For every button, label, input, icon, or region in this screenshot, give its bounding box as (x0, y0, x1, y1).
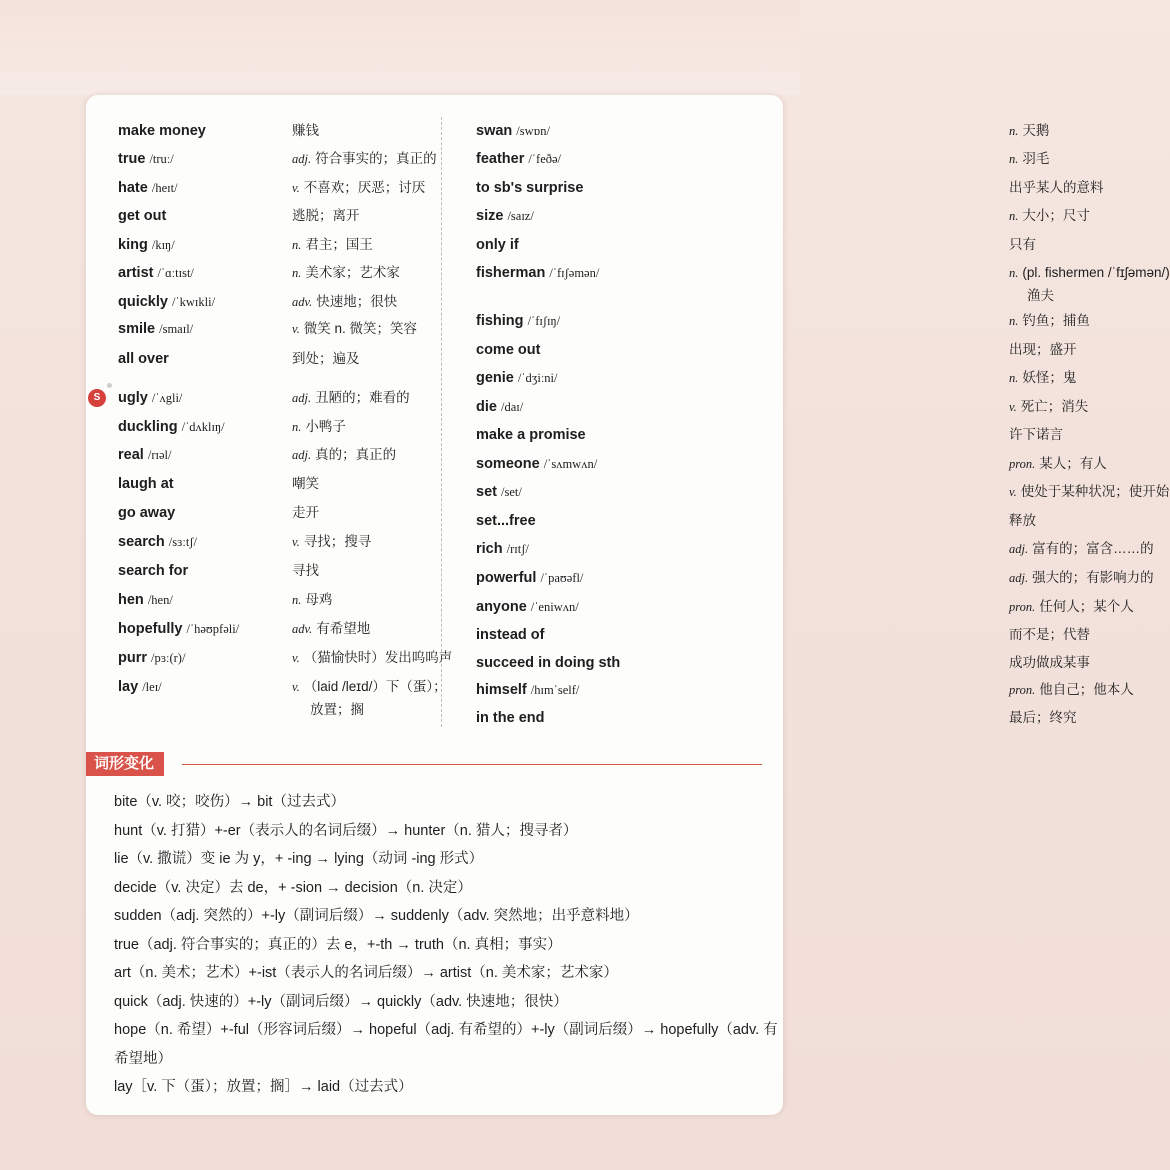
phonetic: /leɪ/ (142, 680, 162, 694)
vocab-meaning (292, 617, 370, 641)
phonetic: /ˈɑːtɪst/ (157, 266, 194, 280)
word-text: laugh at (118, 476, 174, 492)
vocab-word (118, 290, 215, 314)
vocab-meaning (1009, 119, 1049, 143)
meaning-text: 任何人；某个人 (1039, 599, 1134, 614)
part-of-speech: adj. (292, 152, 312, 166)
word-text: rich (476, 541, 503, 557)
meaning-text: 天鹅 (1022, 123, 1050, 138)
word-form-line: hunt（v. 打猎）+-er（表示人的名词后缀）→ hunter（n. 猎人；搜寻者） (114, 822, 578, 839)
meaning-text: 符合事实的；真正的 (315, 151, 437, 166)
word-text: size (476, 208, 504, 224)
meaning-text: 寻找 (292, 563, 319, 578)
vocab-word (476, 395, 523, 419)
vocab-word (476, 119, 550, 143)
vocab-meaning (292, 530, 371, 554)
meaning-text: 死亡；消失 (1020, 399, 1089, 414)
part-of-speech: n. (1009, 371, 1019, 385)
word-text: genie (476, 370, 514, 386)
meaning-text: 丑陋的；难看的 (315, 390, 410, 405)
vocab-word (476, 233, 519, 257)
vocab-meaning (1009, 623, 1090, 647)
meaning-text: 美术家；艺术家 (305, 265, 400, 280)
word-form-line: lay［v. 下（蛋）；放置；搁］→ laid（过去式） (114, 1079, 413, 1095)
word-text: lay (118, 679, 139, 695)
meaning-text: 快速地；很快 (316, 294, 398, 309)
part-of-speech: adj. (1009, 571, 1029, 585)
vocab-word (476, 423, 586, 447)
phonetic: /ˈkwɪkli/ (172, 295, 216, 309)
vocab-word (118, 347, 169, 371)
meaning-text: 寻找；搜寻 (303, 534, 372, 549)
vocab-meaning (1009, 366, 1076, 390)
word-text: quickly (118, 294, 168, 310)
word-text: real (118, 447, 144, 463)
vocab-word (476, 537, 529, 561)
phonetic: /rɪəl/ (147, 448, 172, 462)
word-form-line: true（adj. 符合事实的；真正的）去 e，+-th → truth（n. 真相；事实） (114, 936, 562, 953)
vocab-meaning (292, 261, 400, 285)
meaning-text: 他自己；他本人 (1039, 682, 1134, 697)
word-form-line: bite（v. 咬；咬伤）→ bit（过去式） (114, 794, 345, 810)
phonetic: /ˈdʒiːni/ (517, 371, 558, 385)
meaning-text: 母鸡 (305, 592, 333, 607)
word-text: powerful (476, 570, 537, 586)
meaning-text: 只有 (1009, 237, 1036, 252)
vocab-word (476, 509, 536, 533)
meaning-text: 走开 (292, 505, 319, 520)
vocab-meaning (292, 119, 319, 143)
vocab-word (476, 261, 599, 285)
vocab-meaning (1009, 423, 1063, 447)
vocab-word (476, 651, 620, 675)
meaning-text: 出乎某人的意料 (1009, 180, 1104, 195)
vocab-meaning (292, 204, 360, 228)
meaning-text: 嘲笑 (292, 476, 319, 491)
vocab-meaning (292, 415, 346, 439)
vocab-word (118, 443, 171, 467)
vocab-meaning (292, 646, 452, 670)
vocab-meaning (292, 290, 397, 314)
meaning-text: 有希望地 (316, 621, 371, 636)
vocab-word (476, 452, 597, 476)
meaning-text: 赚钱 (292, 123, 319, 138)
vocab-word (476, 338, 540, 362)
meaning-text: 使处于某种状况；使开始 (1020, 484, 1170, 499)
word-text: himself (476, 682, 527, 698)
meaning-text: 出现；盛开 (1009, 342, 1077, 357)
part-of-speech: n. (1009, 124, 1019, 138)
vocab-meaning (1009, 309, 1090, 333)
word-text: go away (118, 505, 176, 521)
word-text: search for (118, 563, 189, 579)
meaning-text: 微笑 n. 微笑；笑容 (303, 321, 418, 336)
word-forms-header (86, 752, 783, 778)
vocab-meaning (1009, 176, 1104, 200)
column-divider (441, 117, 442, 727)
vocab-word (476, 678, 579, 702)
part-of-speech: v. (292, 322, 300, 336)
vocab-word (118, 386, 182, 410)
vocab-word (118, 588, 173, 612)
vocab-word (118, 176, 178, 200)
meaning-text: （猫愉快时）发出呜呜声 (303, 650, 453, 665)
vocab-word (476, 147, 561, 171)
phonetic: /ˈfɪʃəmən/ (549, 266, 600, 280)
vocab-word (118, 559, 188, 583)
phonetic: /hen/ (147, 593, 173, 607)
vocab-meaning (1009, 651, 1090, 675)
word-text: come out (476, 342, 541, 358)
section-title: 词形变化 (86, 752, 164, 776)
vocab-meaning (1009, 204, 1090, 228)
phonetic: /sɜːtʃ/ (168, 535, 197, 549)
phonetic: /saɪz/ (507, 209, 534, 223)
word-text: die (476, 399, 497, 415)
word-text: set...free (476, 513, 536, 529)
vocab-word (476, 595, 579, 619)
vocab-meaning (1009, 566, 1154, 590)
part-of-speech: n. (292, 266, 302, 280)
word-text: hate (118, 180, 148, 196)
phonetic: /ˈeniwʌn/ (530, 600, 579, 614)
vocab-meaning (292, 588, 332, 612)
vocab-word (476, 366, 557, 390)
vocab-meaning (1009, 452, 1107, 476)
phonetic: /daɪ/ (500, 400, 524, 414)
word-text: succeed in doing sth (476, 655, 621, 671)
vocab-word (476, 706, 544, 730)
word-text: ugly (118, 390, 148, 406)
meaning-text: 妖怪；鬼 (1022, 370, 1077, 385)
vocab-meaning (292, 443, 396, 467)
vocab-word (118, 472, 174, 496)
vocab-meaning (292, 347, 360, 371)
phonetic: /pɜː(r)/ (151, 651, 186, 665)
vocab-meaning (292, 675, 447, 721)
phonetic: /ˈdʌklɪŋ/ (181, 420, 225, 434)
phonetic: /set/ (501, 485, 522, 499)
word-form-line: decide（v. 决定）去 de，+ -sion → decision（n. 决定） (114, 879, 472, 896)
vocab-word (476, 204, 534, 228)
meaning-text: 钓鱼；捕鱼 (1022, 313, 1090, 328)
word-form-line: sudden（adj. 突然的）+-ly（副词后缀）→ suddenly（adv. 突然地；出乎意料地） (114, 908, 639, 924)
word-form-line: hope（n. 希望）+-ful（形容词后缀）→ hopeful（adj. 有希望的）+-ly（副词后缀）→ hopefully（adv. 有 (114, 1022, 778, 1038)
meaning-text: 真的；真正的 (315, 447, 397, 462)
meaning-text: 小鸭子 (305, 419, 346, 434)
vocab-meaning (1009, 480, 1169, 504)
vocab-word (118, 617, 239, 641)
word-text: set (476, 484, 497, 500)
meaning-text: 不喜欢；厌恶；讨厌 (303, 180, 426, 195)
vocab-meaning (1009, 147, 1049, 171)
part-of-speech: pron. (1009, 600, 1036, 614)
word-form-line: art（n. 美术；艺术）+-ist（表示人的名词后缀）→ artist（n. 美术家；艺术家） (114, 965, 618, 981)
word-text: someone (476, 456, 540, 472)
vocab-meaning (1009, 233, 1036, 257)
meaning-continuation: 渔夫 (1027, 288, 1054, 303)
word-text: duckling (118, 419, 178, 435)
vocab-meaning (292, 317, 417, 341)
meaning-text: 富有的；富含……的 (1032, 541, 1154, 556)
word-text: swan (476, 123, 513, 139)
meaning-text: 某人；有人 (1039, 456, 1107, 471)
vocab-meaning (1009, 706, 1077, 730)
vocab-meaning (292, 147, 437, 171)
word-text: fisherman (476, 265, 546, 281)
part-of-speech: v. (292, 535, 300, 549)
phonetic: /ˈsʌmwʌn/ (543, 457, 598, 471)
vocab-word (476, 309, 560, 333)
part-of-speech: n. (292, 238, 302, 252)
meaning-text: 大小；尺寸 (1022, 208, 1090, 223)
word-text: hopefully (118, 621, 183, 637)
vocab-meaning (292, 472, 319, 496)
word-text: make money (118, 123, 206, 139)
vocab-meaning (1009, 338, 1077, 362)
vocab-word (118, 675, 162, 699)
part-of-speech: adj. (1009, 542, 1029, 556)
part-of-speech: adv. (292, 295, 313, 309)
word-forms-list (114, 788, 778, 1102)
vocab-meaning (1009, 595, 1134, 619)
vocab-meaning (1009, 395, 1088, 419)
word-form-line: lie（v. 撒谎）变 ie 为 y，+ -ing → lying（动词 -ing 形式） (114, 851, 484, 867)
badge-dot (107, 383, 112, 388)
vocab-meaning (1009, 509, 1036, 533)
vocab-meaning (292, 176, 425, 200)
vocabulary-list (86, 95, 1170, 735)
meaning-text: 最后；终究 (1009, 710, 1077, 725)
section-rule (182, 764, 762, 765)
vocab-meaning (292, 559, 319, 583)
vocab-word (118, 317, 193, 341)
phonetic: /ˈʌgli/ (151, 391, 183, 405)
word-text: king (118, 237, 148, 253)
part-of-speech: adj. (292, 391, 312, 405)
part-of-speech: v. (292, 651, 300, 665)
vocab-word (118, 415, 225, 439)
word-form-line: 希望地） (114, 1050, 172, 1067)
vocab-word (118, 147, 174, 171)
part-of-speech: v. (292, 181, 300, 195)
vocab-meaning (292, 233, 373, 257)
part-of-speech: v. (1009, 400, 1017, 414)
meaning-text: 君主；国王 (305, 237, 373, 252)
vocab-meaning (292, 501, 319, 525)
vocab-word (476, 480, 522, 504)
word-text: fishing (476, 313, 524, 329)
part-of-speech: v. (1009, 485, 1017, 499)
phonetic: /hɪmˈself/ (530, 683, 580, 697)
vocab-meaning (1009, 537, 1154, 561)
part-of-speech: n. (1009, 314, 1019, 328)
word-text: only if (476, 237, 519, 253)
vocab-word (118, 233, 175, 257)
vocab-meaning (1009, 678, 1134, 702)
vocab-meaning (1009, 261, 1170, 307)
vocab-word (476, 623, 544, 647)
part-of-speech: n. (1009, 152, 1019, 166)
word-text: all over (118, 351, 169, 367)
word-text: smile (118, 321, 156, 337)
vocab-meaning (292, 386, 410, 410)
word-form-line: quick（adj. 快速的）+-ly（副词后缀）→ quickly（adv. 快速地；很快） (114, 993, 568, 1010)
vocab-word (118, 261, 194, 285)
part-of-speech: n. (1009, 266, 1019, 280)
page-top-margin (0, 0, 800, 95)
meaning-text: 许下诺言 (1009, 427, 1063, 442)
part-of-speech: n. (292, 420, 302, 434)
meaning-text: 而不是；代替 (1009, 627, 1090, 642)
part-of-speech: n. (292, 593, 302, 607)
meaning-text: 逃脱；离开 (292, 208, 360, 223)
meaning-text: 羽毛 (1022, 151, 1050, 166)
part-of-speech: n. (1009, 209, 1019, 223)
word-text: purr (118, 650, 147, 666)
part-of-speech: adj. (292, 448, 312, 462)
part-of-speech: v. (292, 680, 300, 694)
phonetic: /ˈfɪʃɪŋ/ (527, 314, 561, 328)
phonetic: /ˈfeðə/ (528, 152, 562, 166)
meaning-text: 到处；遍及 (292, 351, 360, 366)
word-text: artist (118, 265, 154, 281)
meaning-text: 强大的；有影响力的 (1032, 570, 1154, 585)
word-text: in the end (476, 710, 545, 726)
phonetic: /ˈhəʊpfəli/ (186, 622, 240, 636)
word-text: anyone (476, 599, 527, 615)
part-of-speech: adv. (292, 622, 313, 636)
phonetic: /smaɪl/ (159, 322, 194, 336)
word-text: true (118, 151, 146, 167)
section-badge: S (88, 389, 106, 407)
meaning-text: 释放 (1009, 513, 1036, 528)
phonetic: /truː/ (149, 152, 174, 166)
vocab-word (118, 530, 197, 554)
meaning-continuation: 放置；搁 (310, 702, 364, 717)
vocabulary-page (86, 95, 1170, 1115)
word-text: hen (118, 592, 144, 608)
word-text: get out (118, 208, 167, 224)
word-text: make a promise (476, 427, 586, 443)
meaning-text: （laid /leɪd/）下（蛋）； (303, 679, 447, 694)
meaning-text: 成功做成某事 (1009, 655, 1090, 670)
phonetic: /swɒn/ (516, 124, 550, 138)
word-text: to sb's surprise (476, 180, 584, 196)
vocab-word (476, 176, 583, 200)
word-text: feather (476, 151, 525, 167)
phonetic: /rɪtʃ/ (506, 542, 529, 556)
word-text: search (118, 534, 165, 550)
vocab-word (118, 501, 175, 525)
meaning-text: (pl. fishermen /ˈfɪʃəmən/) (1022, 265, 1170, 280)
vocab-word (118, 119, 206, 143)
part-of-speech: pron. (1009, 683, 1036, 697)
part-of-speech: pron. (1009, 457, 1036, 471)
word-text: instead of (476, 627, 545, 643)
phonetic: /heɪt/ (151, 181, 178, 195)
vocab-word (476, 566, 583, 590)
vocab-word (118, 204, 166, 228)
phonetic: /kɪŋ/ (151, 238, 175, 252)
vocab-word (118, 646, 185, 670)
phonetic: /ˈpaʊəfl/ (540, 571, 584, 585)
